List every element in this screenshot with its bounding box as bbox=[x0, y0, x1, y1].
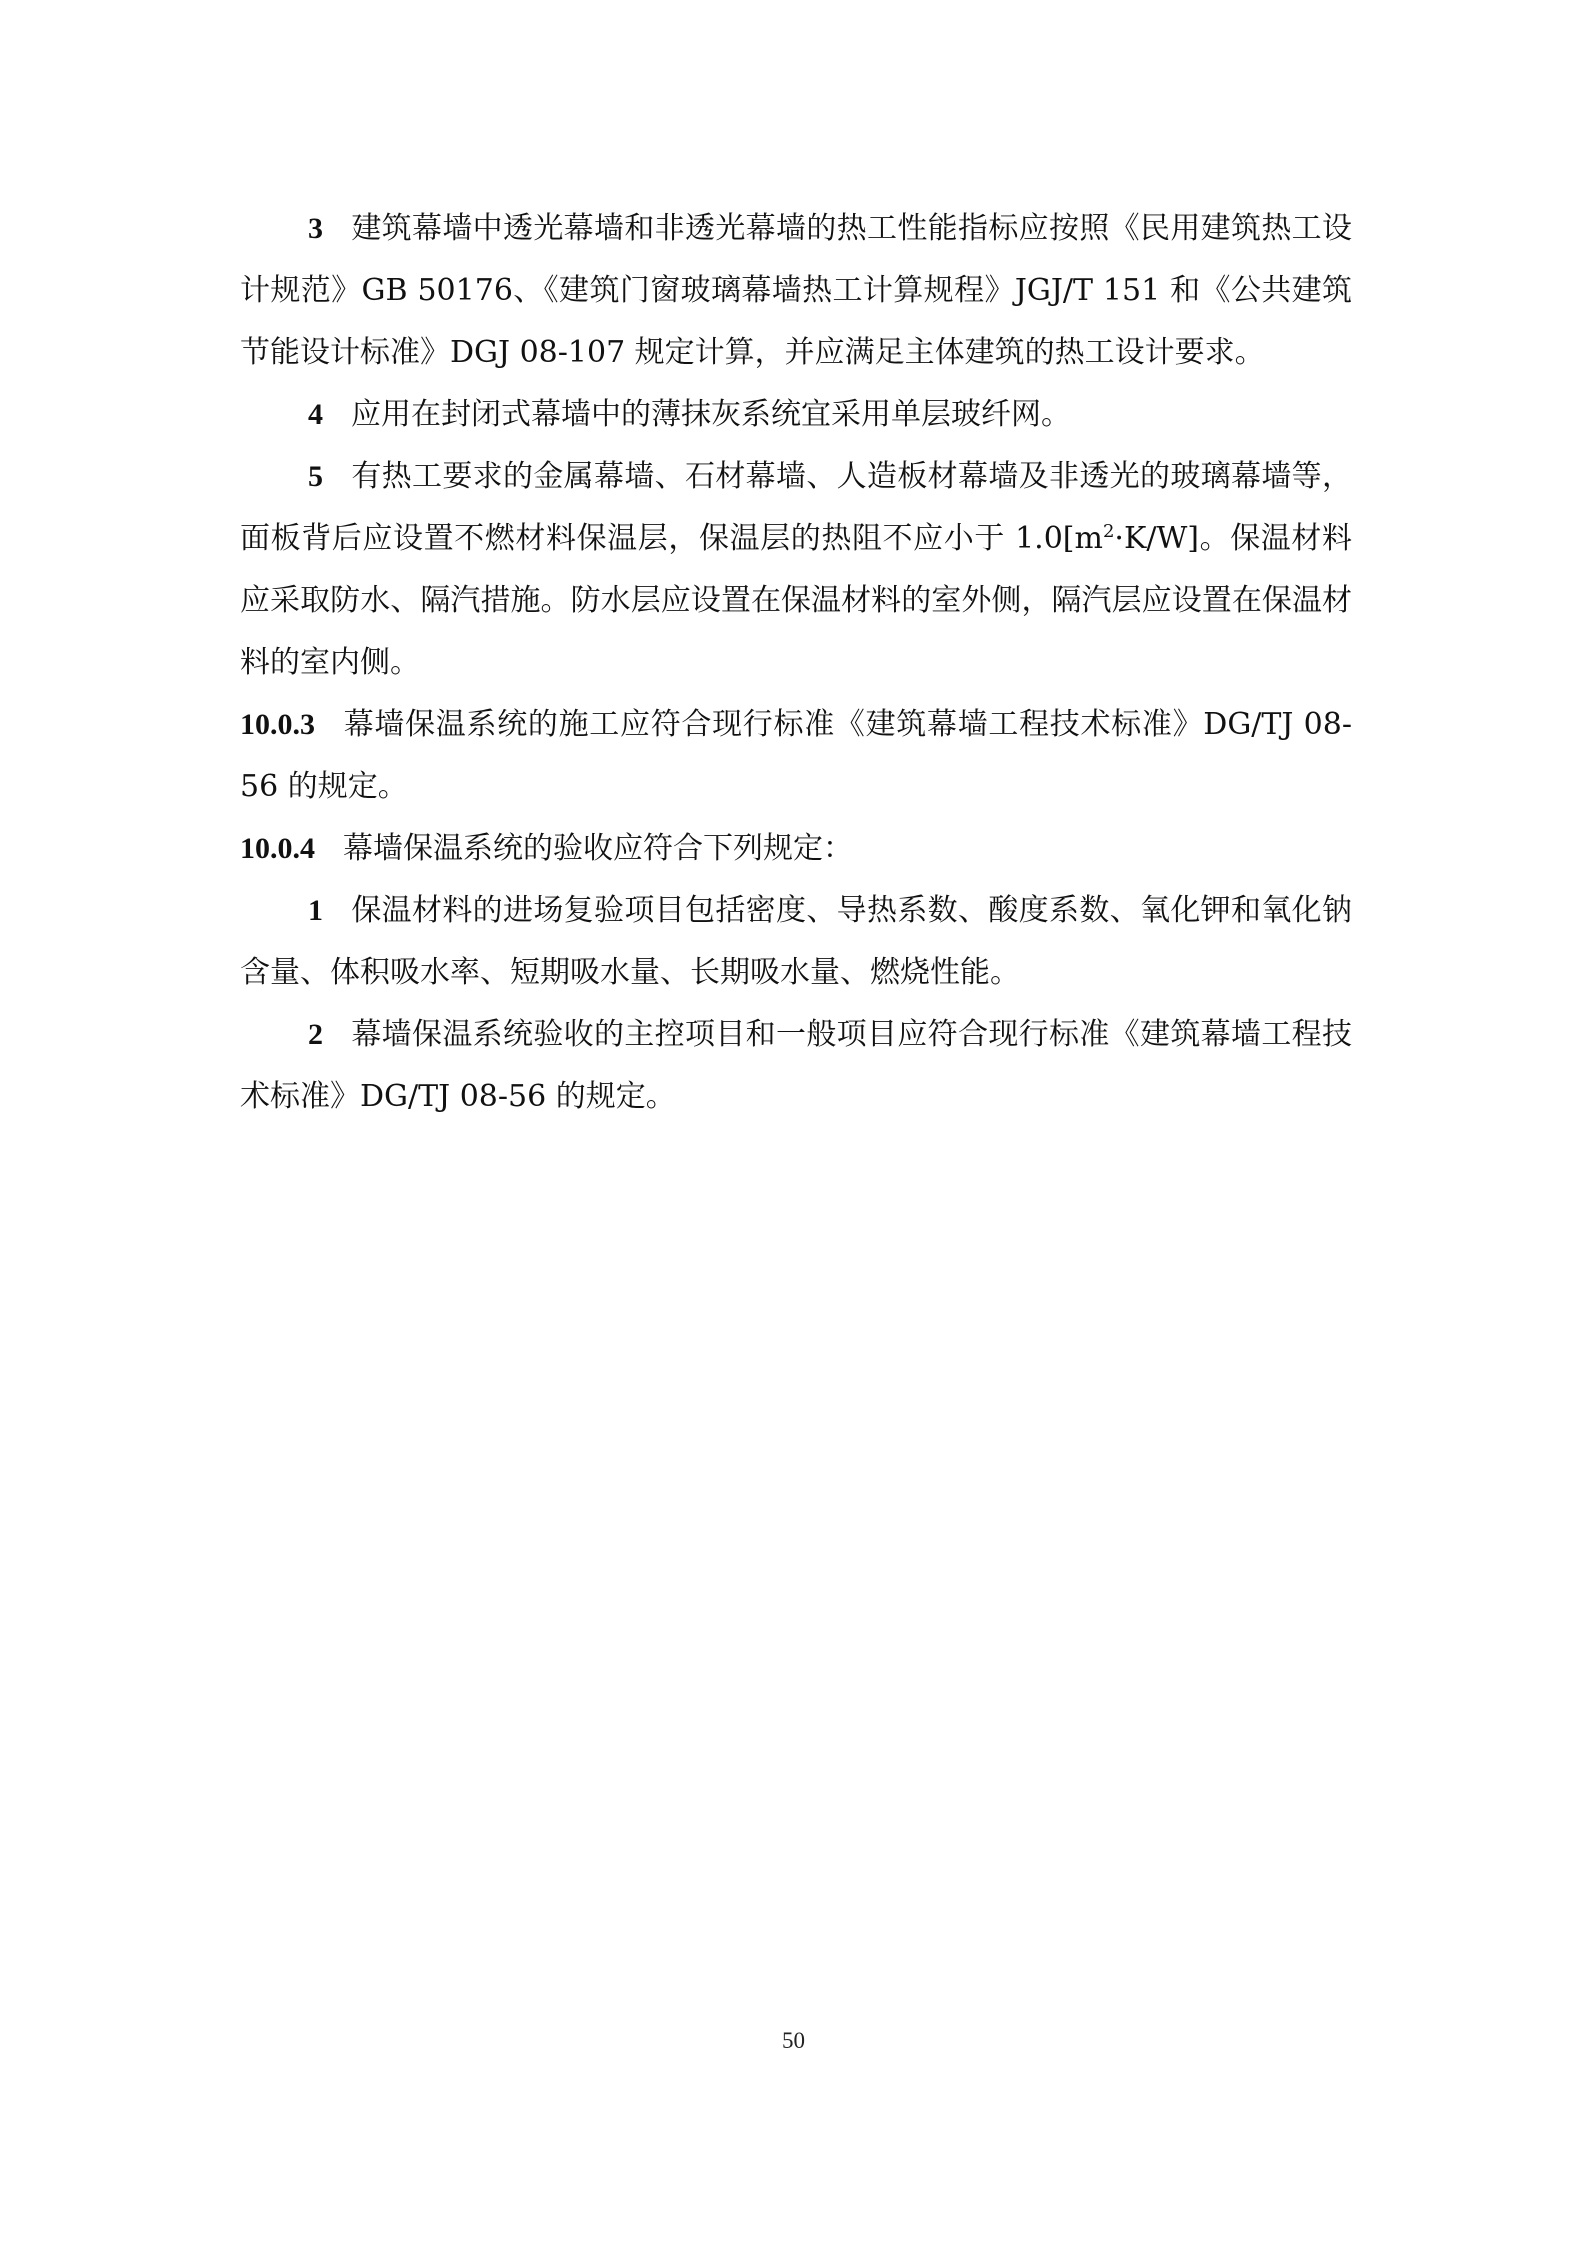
clause-text: 幕墙保温系统的施工应符合现行标准《建筑幕墙工程技术标准》DG/TJ 08-56 的规定。 bbox=[240, 707, 1352, 804]
subitem-text: 保温材料的进场复验项目包括密度、导热系数、酸度系数、氧化钾和氧化钠含量、体积吸水率、短期吸水量、长期吸水量、燃烧性能。 bbox=[240, 893, 1352, 990]
item-number: 4 bbox=[308, 398, 323, 431]
item-number: 3 bbox=[308, 212, 323, 245]
item-text: 应用在封闭式幕墙中的薄抹灰系统宜采用单层玻纤网。 bbox=[351, 397, 1071, 432]
page-body bbox=[240, 198, 1352, 1128]
subitem-1 bbox=[240, 880, 1352, 1004]
item-4 bbox=[240, 384, 1352, 446]
subitem-text: 幕墙保温系统验收的主控项目和一般项目应符合现行标准《建筑幕墙工程技术标准》DG/TJ 08-56 的规定。 bbox=[240, 1017, 1352, 1114]
clause-number: 10.0.3 bbox=[240, 708, 315, 741]
clause-10-0-4 bbox=[240, 818, 1352, 880]
page-number: 50 bbox=[782, 2028, 805, 2053]
superscript: 2 bbox=[1102, 521, 1115, 542]
subitem-number: 1 bbox=[308, 894, 323, 927]
clause-number: 10.0.4 bbox=[240, 832, 315, 865]
item-3 bbox=[240, 198, 1352, 384]
item-text-before: 有热工要求的金属幕墙、石材幕墙、人造板材幕墙及非透光的玻璃幕墙等，面板背后应设置不燃材料保温层，保温层的热阻不应小于 1.0[m bbox=[240, 459, 1352, 556]
item-text: 建筑幕墙中透光幕墙和非透光幕墙的热工性能指标应按照《民用建筑热工设计规范》GB 50176、《建筑门窗玻璃幕墙热工计算规程》JGJ/T 151 和《公共建筑节能设计标准》DGJ 08-107 规定计算，并应满足主体建筑的热工设计要求。 bbox=[240, 211, 1352, 370]
subitem-number: 2 bbox=[308, 1018, 323, 1051]
clause-10-0-3 bbox=[240, 694, 1352, 818]
item-text-after: ·K/W]。保温材料应采取防水、隔汽措施。防水层应设置在保温材料的室外侧，隔汽层应设置在保温材料的室内侧。 bbox=[240, 521, 1352, 680]
item-number: 5 bbox=[308, 460, 323, 493]
item-5 bbox=[240, 446, 1352, 694]
clause-text: 幕墙保温系统的验收应符合下列规定： bbox=[343, 831, 853, 866]
subitem-2 bbox=[240, 1004, 1352, 1128]
